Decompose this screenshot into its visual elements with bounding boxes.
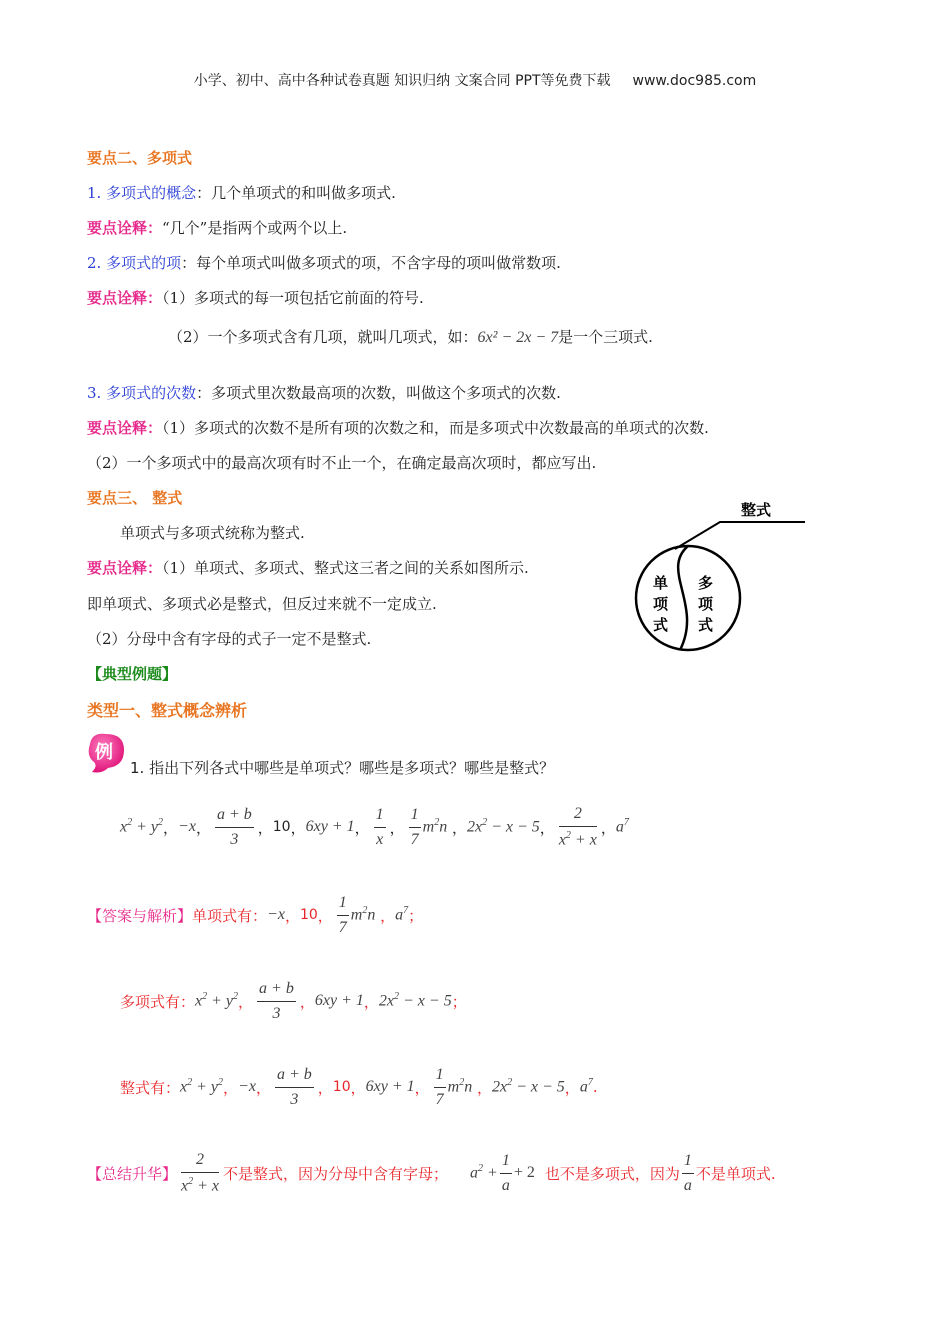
diagram-outer-label: 整式 xyxy=(741,501,772,519)
diagram-right-3: 式 xyxy=(698,616,714,634)
s2-p3-label: 3. 多项式的次数 xyxy=(87,384,197,402)
diagram-right-2: 项 xyxy=(698,595,714,613)
note-label: 要点诠释： xyxy=(87,559,163,577)
type1-heading: 类型一、整式概念辨析 xyxy=(87,701,248,720)
s2-p2 xyxy=(87,252,561,273)
s3-note-a xyxy=(87,557,529,578)
note-label: 要点诠释： xyxy=(87,219,163,237)
s2-p2-text: ：每个单项式叫做多项式的项，不含字母的项叫做常数项. xyxy=(181,254,561,272)
s2-p1-label: 1. 多项式的概念 xyxy=(87,184,197,202)
note1-text: “几个”是指两个或两个以上. xyxy=(162,219,348,237)
ten-value: 10 xyxy=(272,819,291,835)
poly-label: 多项式有： xyxy=(120,992,196,1011)
section2-title: 要点二、多项式 xyxy=(87,149,193,167)
note-label: 要点诠释： xyxy=(87,419,163,437)
integral-expression-diagram xyxy=(625,495,815,655)
answer-integral: 整式有： $x^2 + y^2$ ， −x ， $\frac{a + b}{3}$ ， 10 ， 6xy + 1 ， $\frac{1}{7}$ $m^2n$ ， $2x^2 - x - 5$ ， $a^7$ . xyxy=(120,1065,598,1108)
s2-p2-label: 2. 多项式的项 xyxy=(87,254,182,272)
s3-note-a-text: （1）单项式、多项式、整式这三者之间的关系如图所示. xyxy=(162,559,529,577)
s2-note2b xyxy=(168,326,653,347)
note2b-pre: （2）一个多项式含有几项，就叫几项式，如： xyxy=(168,328,478,346)
diagram-left-2: 项 xyxy=(653,595,669,613)
diagram-right-1: 多 xyxy=(698,574,714,592)
summary-s1: 不是整式，因为分母中含有字母； xyxy=(223,1164,449,1183)
question-1: 1. 指出下列各式中哪些是单项式？哪些是多项式？哪些是整式？ xyxy=(130,759,555,777)
mono-label: 单项式有： xyxy=(192,906,268,925)
summary-label: 【总结升华】 xyxy=(87,1164,178,1183)
s2-p1-text: ：几个单项式的和叫做多项式. xyxy=(196,184,396,202)
summary-s2: 也不是多项式，因为 xyxy=(544,1164,680,1183)
s2-note3a xyxy=(87,417,709,438)
answer-monomials: 【答案与解析】 单项式有： −x ， 10 ， $\frac{1}{7}$ $m^2n$ ， $a^7$ ； xyxy=(87,893,424,936)
whole-label: 整式有： xyxy=(120,1078,181,1097)
ten-value: 10 xyxy=(299,907,318,923)
answer-polynomials: 多项式有： $x^2 + y^2$ ， $\frac{a + b}{3}$ ， 6xy + 1 ， $2x^2 - x - 5$ ； xyxy=(120,979,467,1022)
note2b-post: 是一个三项式. xyxy=(558,328,653,346)
s2-note2a xyxy=(87,287,424,308)
diagram-left-3: 式 xyxy=(653,616,669,634)
s3-note-b: 即单项式、多项式必是整式，但反过来就不一定成立. xyxy=(87,595,437,613)
note3a-text: （1）多项式的次数不是所有项的次数之和，而是多项式中次数最高的单项式的次数. xyxy=(162,419,709,437)
note-label: 要点诠释： xyxy=(87,289,163,307)
s2-note3b: （2）一个多项式中的最高次项有时不止一个，在确定最高次项时，都应写出. xyxy=(87,454,597,472)
diagram-leader-line xyxy=(675,522,805,549)
summary-s3: 不是单项式. xyxy=(695,1164,776,1183)
examples-heading: 【典型例题】 xyxy=(87,665,178,683)
s2-p1 xyxy=(87,182,396,203)
diagram-left-1: 单 xyxy=(653,574,669,592)
s3-p1: 单项式与多项式统称为整式. xyxy=(120,524,305,542)
badge-text: 例 xyxy=(95,742,113,763)
ten-value: 10 xyxy=(332,1079,351,1095)
s2-p3-text: ：多项式里次数最高项的次数，叫做这个多项式的次数. xyxy=(196,384,561,402)
s3-note-c: （2）分母中含有字母的式子一定不是整式. xyxy=(87,630,372,648)
note2b-expr: 6x² − 2x − 7 xyxy=(477,329,559,346)
s2-note1 xyxy=(87,217,347,238)
s2-p3 xyxy=(87,382,561,403)
header-url[interactable]: www.doc985.com xyxy=(632,73,757,89)
summary-line: 【总结升华】 $\frac{2}{x^2 + x}$ 不是整式，因为分母中含有字母； $a^2$ + $\frac{1}{a}$ + 2 也不是多项式，因为 $\frac{1}{a}$ 不是单项式. xyxy=(87,1150,776,1195)
diagram-divider-curve xyxy=(678,546,688,650)
expression-list: $x^2 + y^2$ ， −x ， $\frac{a + b}{3}$ ， 10 ， 6xy + 1 ， $\frac{1}{x}$ ， $\frac{1}{7}$ $m^2n$ ， $2x^2 - x - 5$ ， $\frac{2}{x^2 + x}$ ， $a^7$ xyxy=(120,804,629,849)
answer-label: 【答案与解析】 xyxy=(87,906,193,925)
page-header xyxy=(0,70,950,90)
header-text: 小学、初中、高中各种试卷真题 知识归纳 文案合同 PPT等免费下载 xyxy=(193,73,611,89)
section3-title: 要点三、 整式 xyxy=(87,489,183,507)
diagram-outer-circle xyxy=(636,546,740,650)
note2a-text: （1）多项式的每一项包括它前面的符号. xyxy=(162,289,424,307)
example-badge-icon xyxy=(84,730,130,776)
